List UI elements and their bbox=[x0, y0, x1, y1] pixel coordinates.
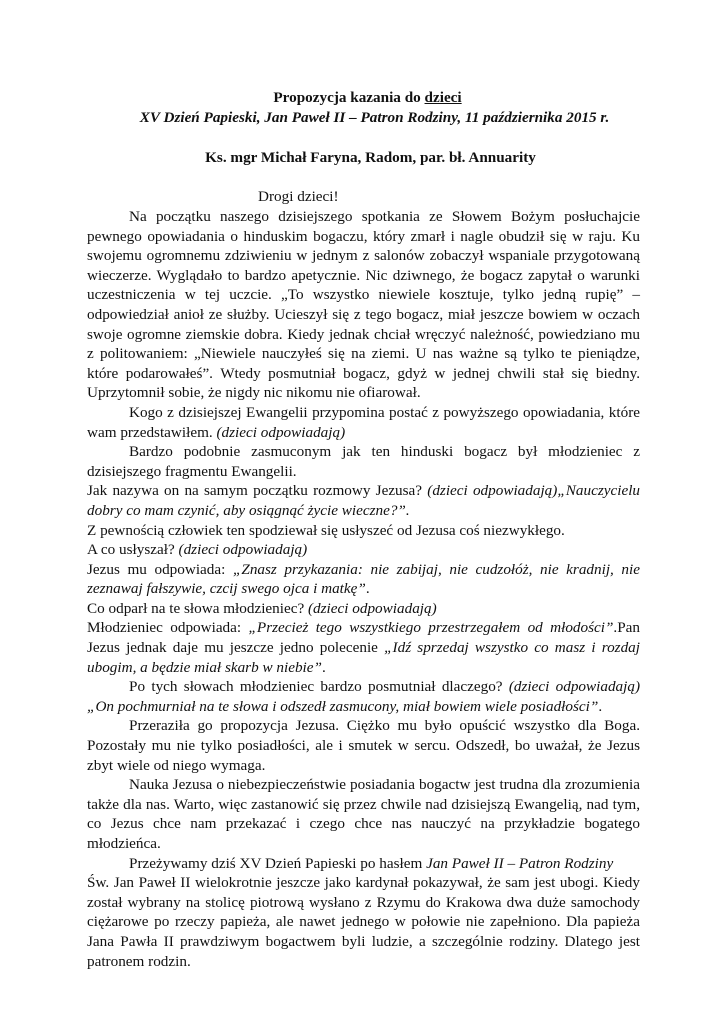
paragraph-9-text: Młodzieniec odpowiada: bbox=[87, 619, 249, 637]
paragraph-7 bbox=[87, 560, 640, 599]
paragraph-8-italic: (dzieci odpowiadają) bbox=[308, 599, 437, 617]
paragraph-13 bbox=[87, 854, 640, 874]
paragraph-2-text: Kogo z dzisiejszej Ewangelii przypomina postać z powyższego opowiadania, które wam przedstawiłem. bbox=[87, 403, 640, 441]
document-subtitle: XV Dzień Papieski, Jan Paweł II – Patron Rodziny, 11 października 2015 r. bbox=[139, 109, 610, 126]
paragraph-12: Nauka Jezusa o niebezpieczeństwie posiadania bogactw jest trudna dla zrozumienia także dla nas. Warto, więc zastanowić się przez chwile nad dzisiejszą Ewangelią, nad tym, co Jezus chce nam przekazać i czego chce nas nauczyć na przykładzie bogatego młodzieńca. bbox=[87, 776, 640, 852]
paragraph-2 bbox=[87, 403, 640, 442]
paragraph-1: Na początku naszego dzisiejszego spotkania ze Słowem Bożym posłuchajcie pewnego opowiadania o hinduskim bogaczu, który zmarł i nagle obudził się w raju. Ku swojemu ogromnemu zdziwieniu w jednym z salonów zobaczył wspaniale przygotowaną wieczerze. Wyglądało to bardzo apetycznie. Nic dziwnego, że bogacz zapytał o warunki uczestniczenia w tej uczcie. „To wszystko niewiele kosztuje, tylko jedną rupię” – odpowiedział anioł ze służby. Ucieszył się z tego bogacz, miał jeszcze bowiem w oczach swoje ogromne ziemskie dobra. Kiedy jednak chciał wręczyć należność, powiedziano mu z politowaniem: „Niewiele nauczyłeś się na ziemi. U nas ważne są tylko te pieniądze, które podarowałeś”. Wtedy posmutniał bogacz, gdyż w jednej chwili stał się biedny. Uprzytomnił sobie, że nigdy nic nikomu nie ofiarował. bbox=[87, 208, 640, 402]
paragraph-13-italic: Jan Paweł II – Patron Rodziny bbox=[426, 854, 614, 872]
paragraph-7-end: . bbox=[365, 580, 370, 598]
paragraph-4-italic: (dzieci odpowiadają)„Nauczycielu dobry co mam czynić, aby osiągnąć życie wieczne?”. bbox=[87, 482, 641, 519]
paragraph-13-text: Przeżywamy dziś XV Dzień Papieski po hasłem bbox=[129, 854, 427, 872]
greeting: Drogi dzieci! bbox=[258, 188, 339, 205]
paragraph-10-end: . bbox=[598, 697, 603, 715]
paragraph-8 bbox=[87, 599, 640, 619]
paragraph-5: Z pewnością człowiek ten spodziewał się usłyszeć od Jezusa coś niezwykłego. bbox=[87, 521, 565, 539]
paragraph-9-mid: .Pan Jezus jednak daje mu jeszcze jedno polecenie bbox=[87, 619, 640, 657]
paragraph-9-italic-2: „Idź sprzedaj wszystko co masz i rozdaj ubogim, a będzie miał skarb w niebie” bbox=[87, 639, 640, 676]
title-underlined-word: dzieci bbox=[424, 89, 462, 106]
paragraph-8-text: Co odparł na te słowa młodzieniec? bbox=[87, 599, 308, 617]
paragraph-4 bbox=[87, 481, 640, 520]
paragraph-10 bbox=[87, 677, 640, 716]
paragraph-9-italic: „Przecież tego wszystkiego przestrzegałem od młodości” bbox=[248, 619, 614, 637]
document-author: Ks. mgr Michał Faryna, Radom, par. bł. Annuarity bbox=[205, 149, 536, 166]
paragraph-10-text: Po tych słowach młodzieniec bardzo posmutniał dlaczego? bbox=[129, 678, 509, 696]
document-title bbox=[0, 88, 725, 108]
paragraph-4-text: Jak nazywa on na samym początku rozmowy Jezusa? bbox=[87, 482, 428, 500]
title-prefix: Propozycja kazania do bbox=[273, 89, 425, 106]
paragraph-6-italic: (dzieci odpowiadają) bbox=[178, 541, 308, 559]
paragraph-7-text: Jezus mu odpowiada: bbox=[87, 560, 233, 578]
paragraph-2-italic: (dzieci odpowiadają) bbox=[216, 423, 346, 441]
document-body bbox=[87, 207, 640, 971]
paragraph-7-italic: „Znasz przykazania: nie zabijaj, nie cudzołóż, nie kradnij, nie zeznawaj fałszywie, czcij swego ojca i matkę” bbox=[87, 560, 640, 598]
paragraph-3: Bardzo podobnie zasmuconym jak ten hinduski bogacz był młodzieniec z dzisiejszego fragmentu Ewangelii. bbox=[87, 443, 640, 480]
paragraph-11: Przeraziła go propozycja Jezusa. Ciężko mu było opuścić wszystko dla Boga. Pozostały mu nie tylko posiadłości, ale i smutek w sercu. Odszedł, bo uważał, że Jezus zbyt wiele od niego wymaga. bbox=[87, 717, 640, 774]
paragraph-14: Św. Jan Paweł II wielokrotnie jeszcze jako kardynał pokazywał, że sam jest ubogi. Kiedy został wybrany na stolicę piotrową wysłano z Rzymu do Krakowa dwa duże samochody ciężarowe po rzeczy papieża, ale nawet jednego w połowie nie zapełniono. Dla papieża Jana Pawła II prawdziwym bogactwem byli ludzie, a szczególnie rodziny. Dlatego jest patronem rodzin. bbox=[87, 874, 640, 970]
paragraph-9 bbox=[87, 618, 640, 677]
paragraph-6-text: A co usłyszał? bbox=[87, 541, 179, 559]
paragraph-9-end: . bbox=[321, 658, 326, 676]
paragraph-10-italic: (dzieci odpowiadają)„On pochmurniał na te słowa i odszedł zasmucony, miał bowiem wiele posiadłości” bbox=[87, 678, 641, 715]
paragraph-6 bbox=[87, 540, 640, 560]
